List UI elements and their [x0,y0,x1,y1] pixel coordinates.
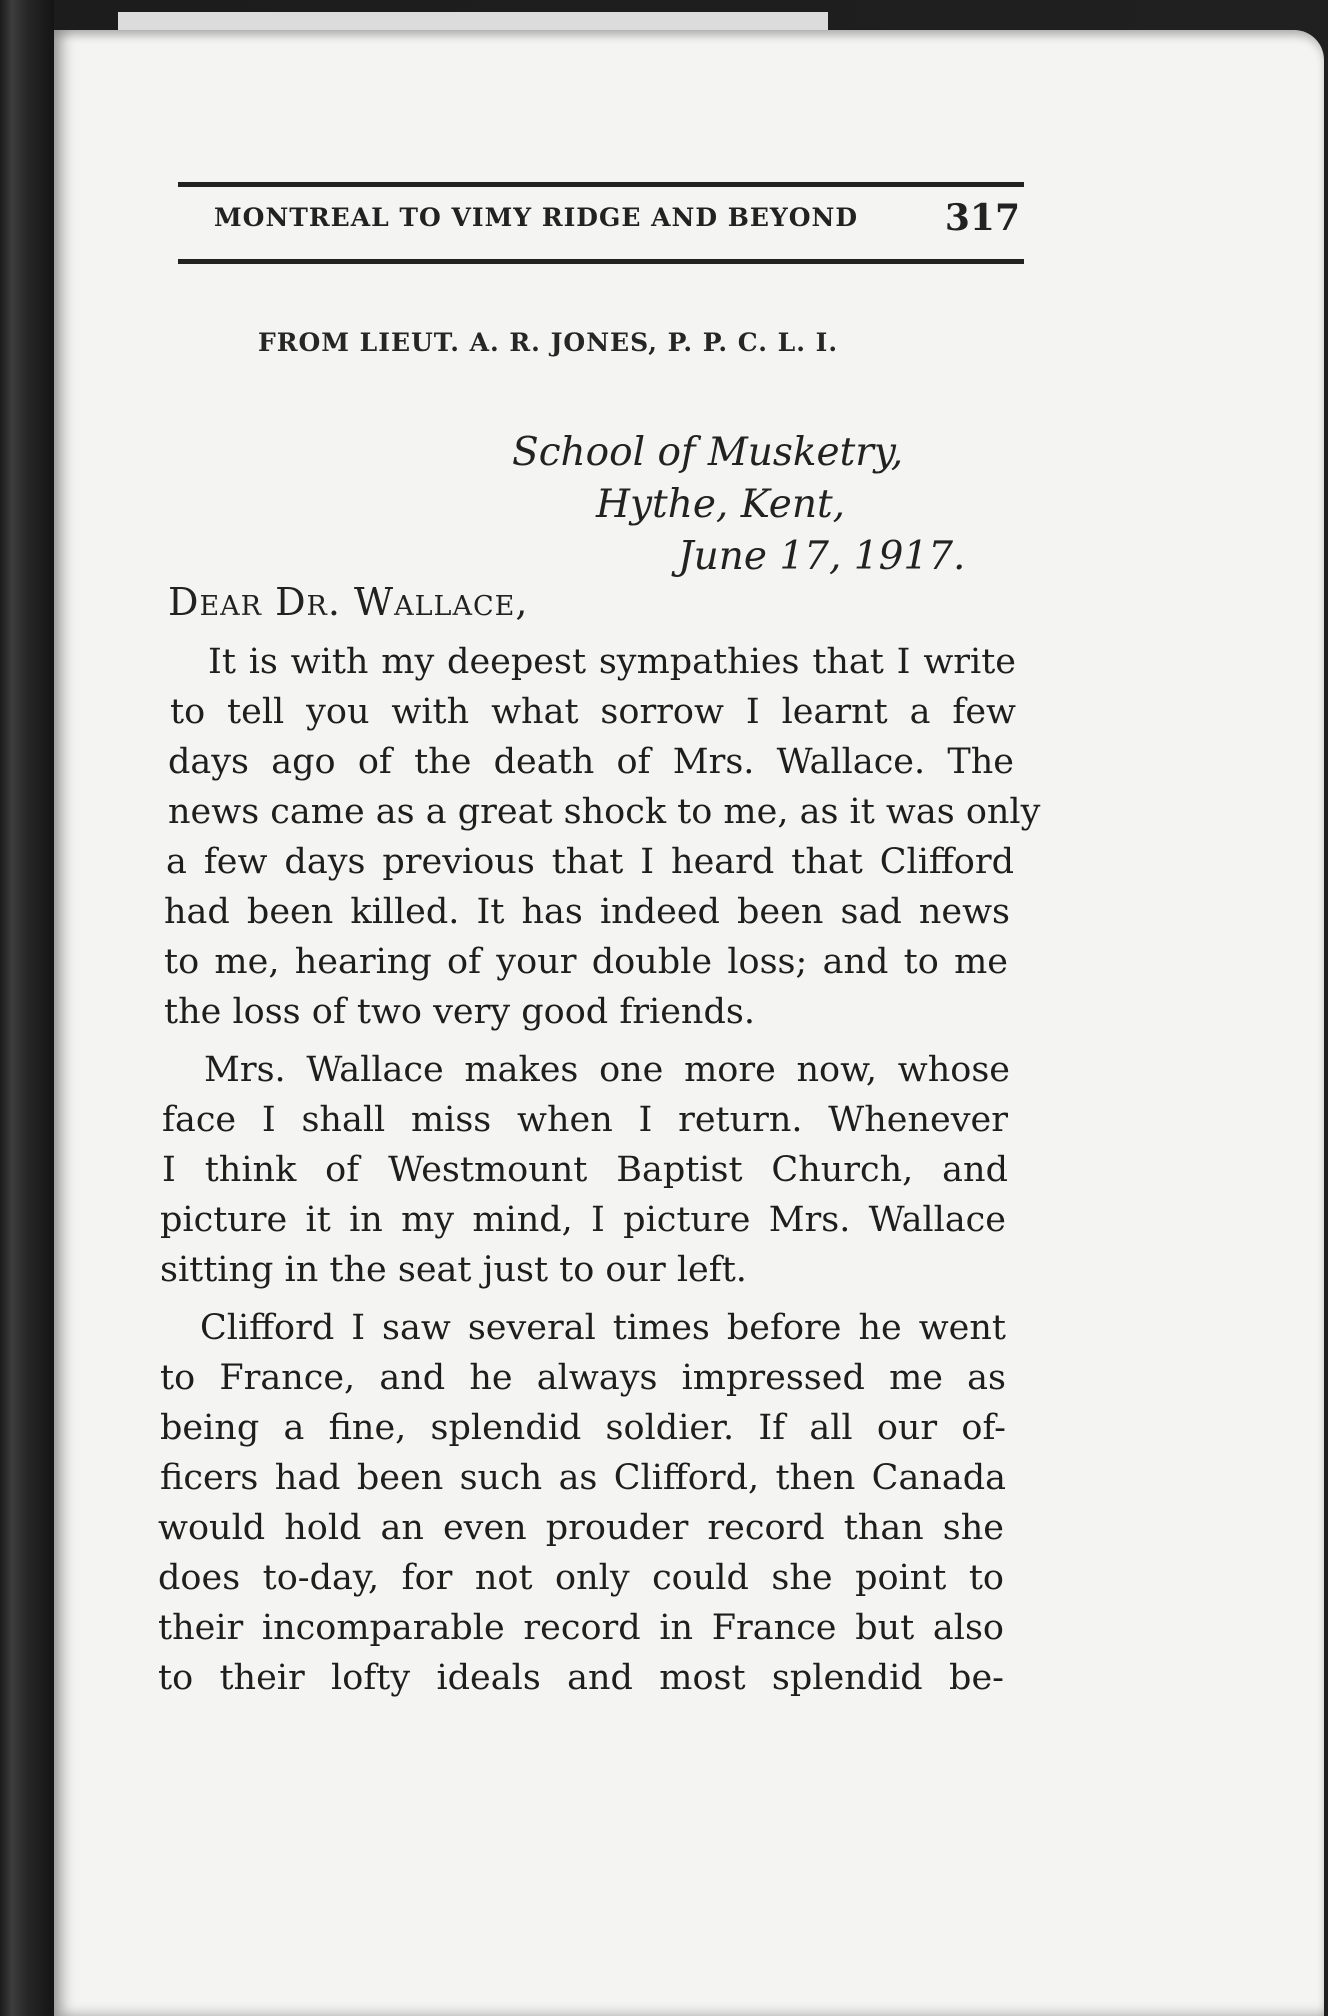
letter-body-line: Mrs. Wallace makes one more now, whose [204,1050,1010,1090]
letter-body-line: does to-day, for not only could she point to [158,1558,1004,1598]
letter-from-heading: FROM LIEUT. A. R. JONES, P. P. C. L. I. [258,328,839,357]
letter-body-line: sitting in the seat just to our left. [160,1250,747,1290]
letter-body-line: I think of Westmount Baptist Church, and [162,1150,1008,1190]
letter-salutation: Dear Dr. Wallace, [168,580,529,624]
letter-body-line: had been killed. It has indeed been sad news [164,892,1010,932]
letter-body-line: would hold an even prouder record than she [158,1508,1004,1548]
running-header [178,182,1024,264]
letter-body-line: to me, hearing of your double loss; and to me [164,942,1008,982]
letter-address-line-1: School of Musketry, [512,430,904,475]
letter-body-line: face I shall miss when I return. Whenever [162,1100,1008,1140]
letter-body-line: the loss of two very good friends. [164,992,755,1032]
letter-body-line: news came as a great shock to me, as it was only [168,792,1041,832]
letter-date: June 17, 1917. [678,534,966,579]
letter-body-line: to France, and he always impressed me as [160,1358,1006,1398]
running-title: MONTREAL TO VIMY RIDGE AND BEYOND [214,203,859,232]
letter-body-line: picture it in my mind, I picture Mrs. Wallace [160,1200,1006,1240]
letter-body-line: being a fine, splendid soldier. If all our of- [160,1408,1006,1448]
letter-body-line: It is with my deepest sympathies that I write [208,642,1016,682]
letter-body-line: their incomparable record in France but also [158,1608,1004,1648]
letter-body-line: to their lofty ideals and most splendid be- [158,1658,1004,1698]
letter-body-line: ficers had been such as Clifford, then Canada [160,1458,1006,1498]
letter-body-line: a few days previous that I heard that Clifford [166,842,1014,882]
letter-body-line: to tell you with what sorrow I learnt a few [170,692,1016,732]
letter-body-line: days ago of the death of Mrs. Wallace. The [168,742,1014,782]
letter-body-line: Clifford I saw several times before he went [200,1308,1006,1348]
letter-address-line-2: Hythe, Kent, [596,482,846,527]
page-number: 317 [944,197,1020,239]
page-spine-shadow [0,0,54,2016]
